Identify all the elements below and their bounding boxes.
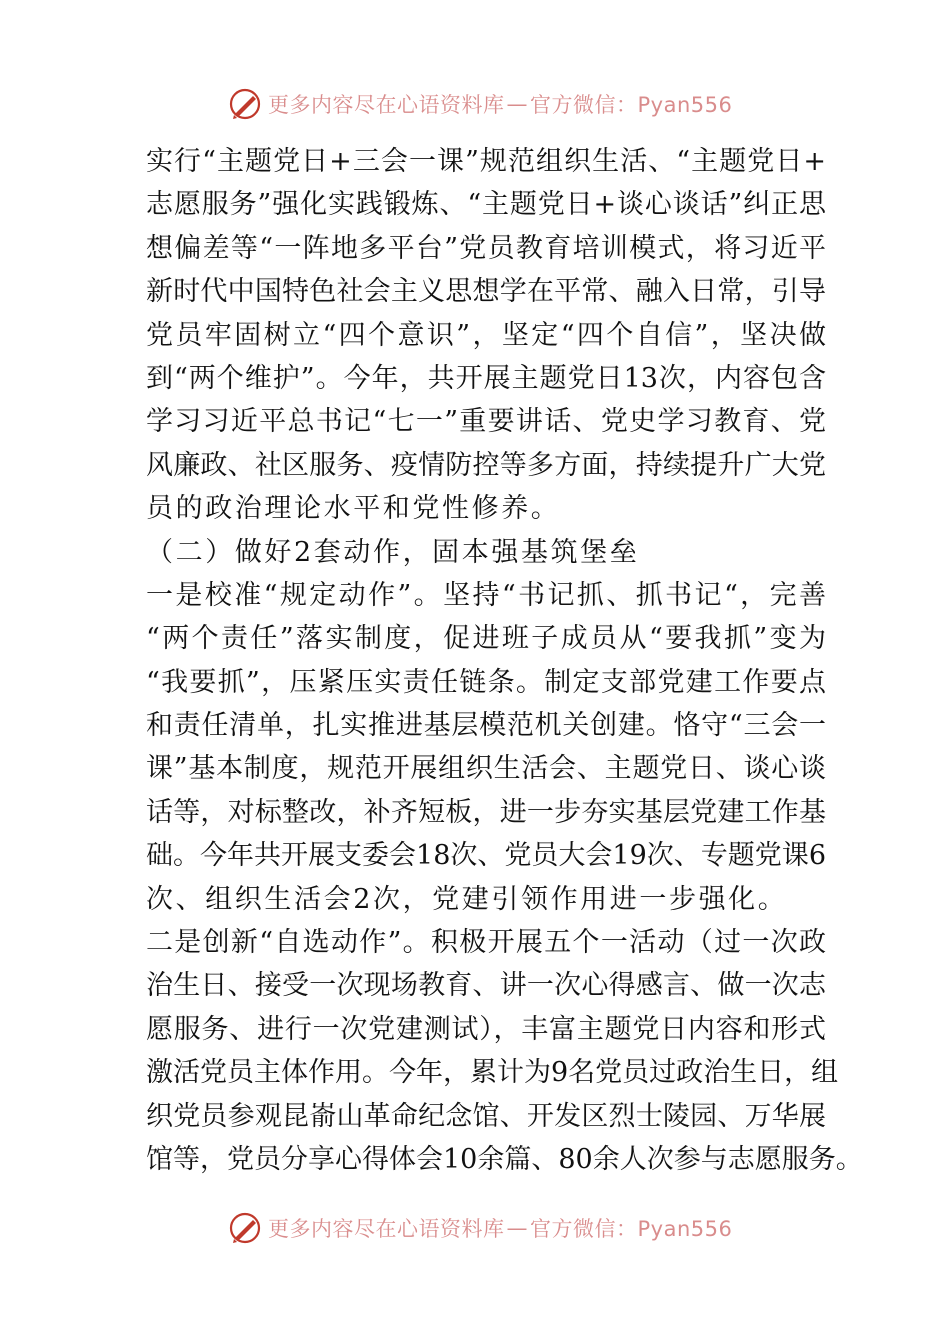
watermark-text: 更多内容尽在心语资料库 [268,1217,505,1241]
text-line: “两个责任”落实制度，促进班子成员从“要我抓”变为 [146,623,826,655]
text-line: 础。今年共开展支委会18次、党员大会19次、专题党课6 [146,840,826,872]
watermark-text: 更多内容尽在心语资料库 [268,93,505,117]
pen-circle-logo-icon [228,87,262,121]
text-line: 志愿服务”强化实践锻炼、“主题党日+谈心谈话”纠正思 [146,189,826,221]
text-line: 话等，对标整改，补齐短板，进一步夯实基层党建工作基 [146,796,826,828]
text-line: 风廉政、社区服务、疫情防控等多方面，持续提升广大党 [146,449,826,481]
text-line: 员的政治理论水平和党性修养。 [146,493,561,525]
text-line: 织党员参观昆嵛山革命纪念馆、开发区烈士陵园、万华展 [146,1100,826,1132]
text-line: 二是创新“自选动作”。积极开展五个一活动（过一次政 [146,927,826,959]
text-line: 一是校准“规定动作”。坚持“书记抓、抓书记“，完善 [146,579,826,611]
text-line: 到“两个维护”。今年，共开展主题党日13次，内容包含 [146,362,826,394]
footer-watermark [228,1208,732,1248]
text-line: “我要抓”，压紧压实责任链条。制定支部党建工作要点 [146,666,826,698]
pen-circle-logo-icon [228,1211,262,1245]
watermark-separator: — [506,92,528,116]
text-line: 新时代中国特色社会主义思想学在平常、融入日常，引导 [146,276,826,308]
header-watermark [228,84,732,124]
document-body [146,140,863,1181]
text-line: 愿服务、进行一次党建测试），丰富主题党日内容和形式 [146,1013,826,1045]
text-line: 治生日、接受一次现场教育、讲一次心得感言、做一次志 [146,970,826,1002]
watermark-contact: 官方微信：Pyan556 [530,1217,733,1241]
watermark-separator: — [506,1216,528,1240]
text-line: 实行“主题党日+三会一课”规范组织生活、“主题党日+ [146,146,826,177]
text-line: 次、组织生活会2次，党建引领作用进一步强化。 [146,883,788,915]
text-line: 和责任清单，扎实推进基层模范机关创建。恪守“三会一 [146,710,826,742]
text-line: 馆等，党员分享心得体会10余篇、80余人次参与志愿服务。 [146,1143,863,1175]
section-heading: （二）做好2套动作，固本强基筑堡垒 [146,536,640,568]
text-line: 激活党员主体作用。今年，累计为9名党员过政治生日，组 [146,1057,839,1089]
text-line: 课”基本制度，规范开展组织生活会、主题党日、谈心谈 [146,753,826,785]
watermark-contact: 官方微信：Pyan556 [530,93,733,117]
text-line: 党员牢固树立“四个意识”，坚定“四个自信”，坚决做 [146,319,826,351]
text-line: 学习习近平总书记“七一”重要讲话、党史学习教育、党 [146,406,826,438]
text-line: 想偏差等“一阵地多平台”党员教育培训模式，将习近平 [146,232,826,264]
